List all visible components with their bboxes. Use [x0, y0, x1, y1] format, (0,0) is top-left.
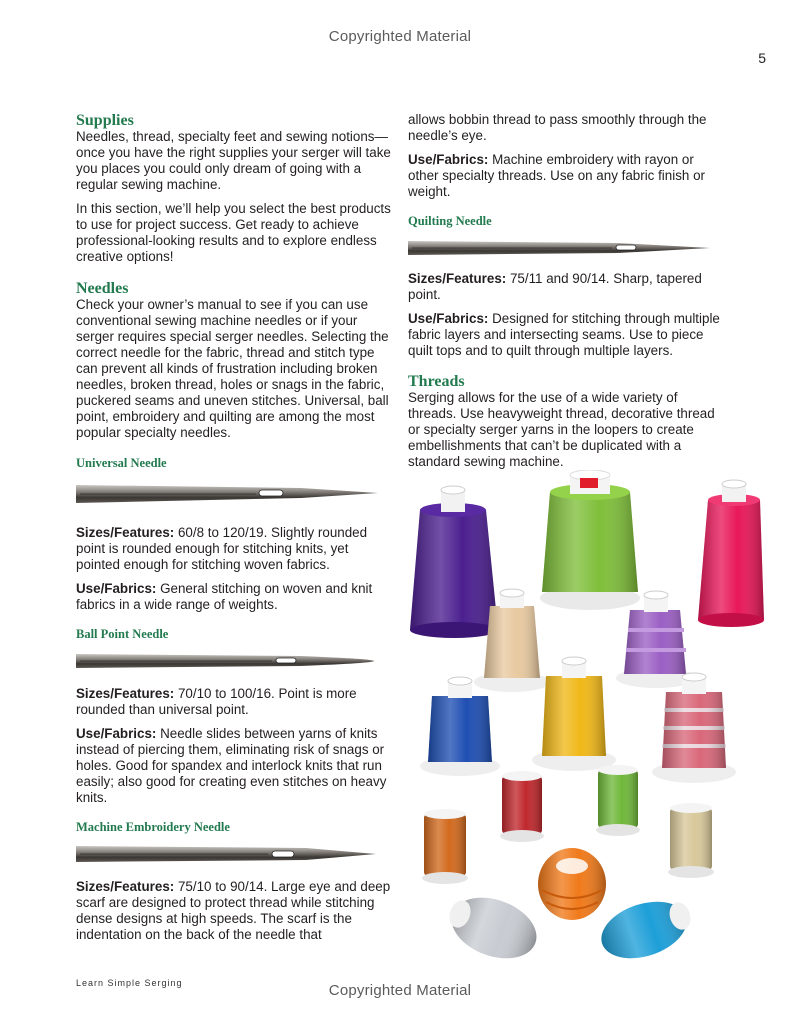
quilting-needle-image — [408, 239, 726, 257]
red-variegated-spool — [652, 673, 736, 783]
purple-cone-spool — [410, 486, 498, 638]
universal-needle-title: Universal Needle — [76, 456, 167, 470]
thread-spools-photo — [408, 470, 768, 970]
gold-metallic-spool — [668, 803, 714, 878]
ball-point-needle-image — [76, 652, 394, 670]
supplies-paragraph-2: In this section, we’ll help you select the best products to use for project success. Get ready to achieve professional-looking results and to explore endless creative options! — [76, 201, 391, 264]
blue-spool — [420, 677, 500, 776]
cyan-spool — [594, 892, 694, 969]
universal-needle-image — [76, 483, 394, 505]
copyright-footer: Copyrighted Material — [328, 982, 472, 999]
ball-point-needle-title: Ball Point Needle — [76, 627, 169, 641]
threads-heading: Threads — [408, 373, 465, 390]
needles-heading: Needles — [76, 280, 129, 297]
embroidery-sizes: Sizes/Features: 75/10 to 90/14. Large eye and deep scarf are designed to protect thread while stitching dense designs at high speeds. The scarf is the indentation on the back of the needle that — [76, 879, 391, 942]
pink-cone-spool — [698, 480, 764, 627]
embroidery-continued: allows bobbin thread to pass smoothly through the needle’s eye. — [408, 112, 707, 143]
ball-point-use: Use/Fabrics: Needle slides between yarns of knits instead of piercing them, eliminating risk of snags or holes. Good for spandex and interlock knits that run easily; also good for creating even stitches on heavy knits. — [76, 726, 387, 805]
quilting-sizes: Sizes/Features: 75/11 and 90/14. Sharp, tapered point. — [408, 271, 702, 302]
supplies-heading: Supplies — [76, 112, 134, 129]
left-column — [76, 112, 394, 951]
quilting-use: Use/Fabrics: Designed for stitching through multiple fabric layers and intersecting seams. Use to piece quilt tops and to quilt through multiple layers. — [408, 311, 720, 358]
needles-paragraph: Check your owner’s manual to see if you can use conventional sewing machine needles or if your serger requires special serger needles. Selecting the correct needle for the fabric, thread and stitch type can prevent all kinds of frustration including broken needles, broken thread, holes or snags in the fabric, puckered seams and uneven stitches. Universal, ball point, embroidery and quilting are among the most popular specialty needles. — [76, 297, 389, 440]
copyright-header: Copyrighted Material — [328, 28, 472, 45]
orange-metallic-spool — [422, 809, 468, 884]
yellow-spool — [532, 657, 616, 771]
universal-use: Use/Fabrics: General stitching on woven and knit fabrics in a wide range of weights. — [76, 581, 373, 612]
orange-thread-ball — [538, 848, 606, 920]
supplies-paragraph-1: Needles, thread, specialty feet and sewing notions—once you have the right supplies your serger will take you places you could only dream of going with a regular sewing machine. — [76, 129, 391, 192]
page-number: 5 — [758, 50, 766, 66]
embroidery-use: Use/Fabrics: Machine embroidery with rayon or other specialty threads. Use on any fabric finish or weight. — [408, 152, 705, 199]
threads-paragraph: Serging allows for the use of a wide variety of threads. Use heavyweight thread, decorative thread or specialty serger yarns in the loopers to create embellishments that can’t be duplicated with a standard sewing machine. — [408, 390, 715, 469]
ball-point-sizes: Sizes/Features: 70/10 to 100/16. Point is more rounded than universal point. — [76, 686, 357, 717]
quilting-needle-title: Quilting Needle — [408, 214, 492, 228]
silver-spool — [443, 887, 545, 970]
embroidery-needle-title: Machine Embroidery Needle — [76, 820, 230, 834]
right-column — [408, 112, 726, 478]
book-title-footer: Learn Simple Serging — [76, 978, 183, 988]
green-metallic-spool — [596, 765, 640, 836]
universal-sizes: Sizes/Features: 60/8 to 120/19. Slightly rounded point is rounded enough for stitching knits, yet pointed enough for stitching woven fabrics. — [76, 525, 368, 572]
embroidery-needle-image — [76, 845, 394, 863]
green-cone-spool — [540, 470, 640, 610]
red-metallic-spool — [500, 771, 544, 842]
